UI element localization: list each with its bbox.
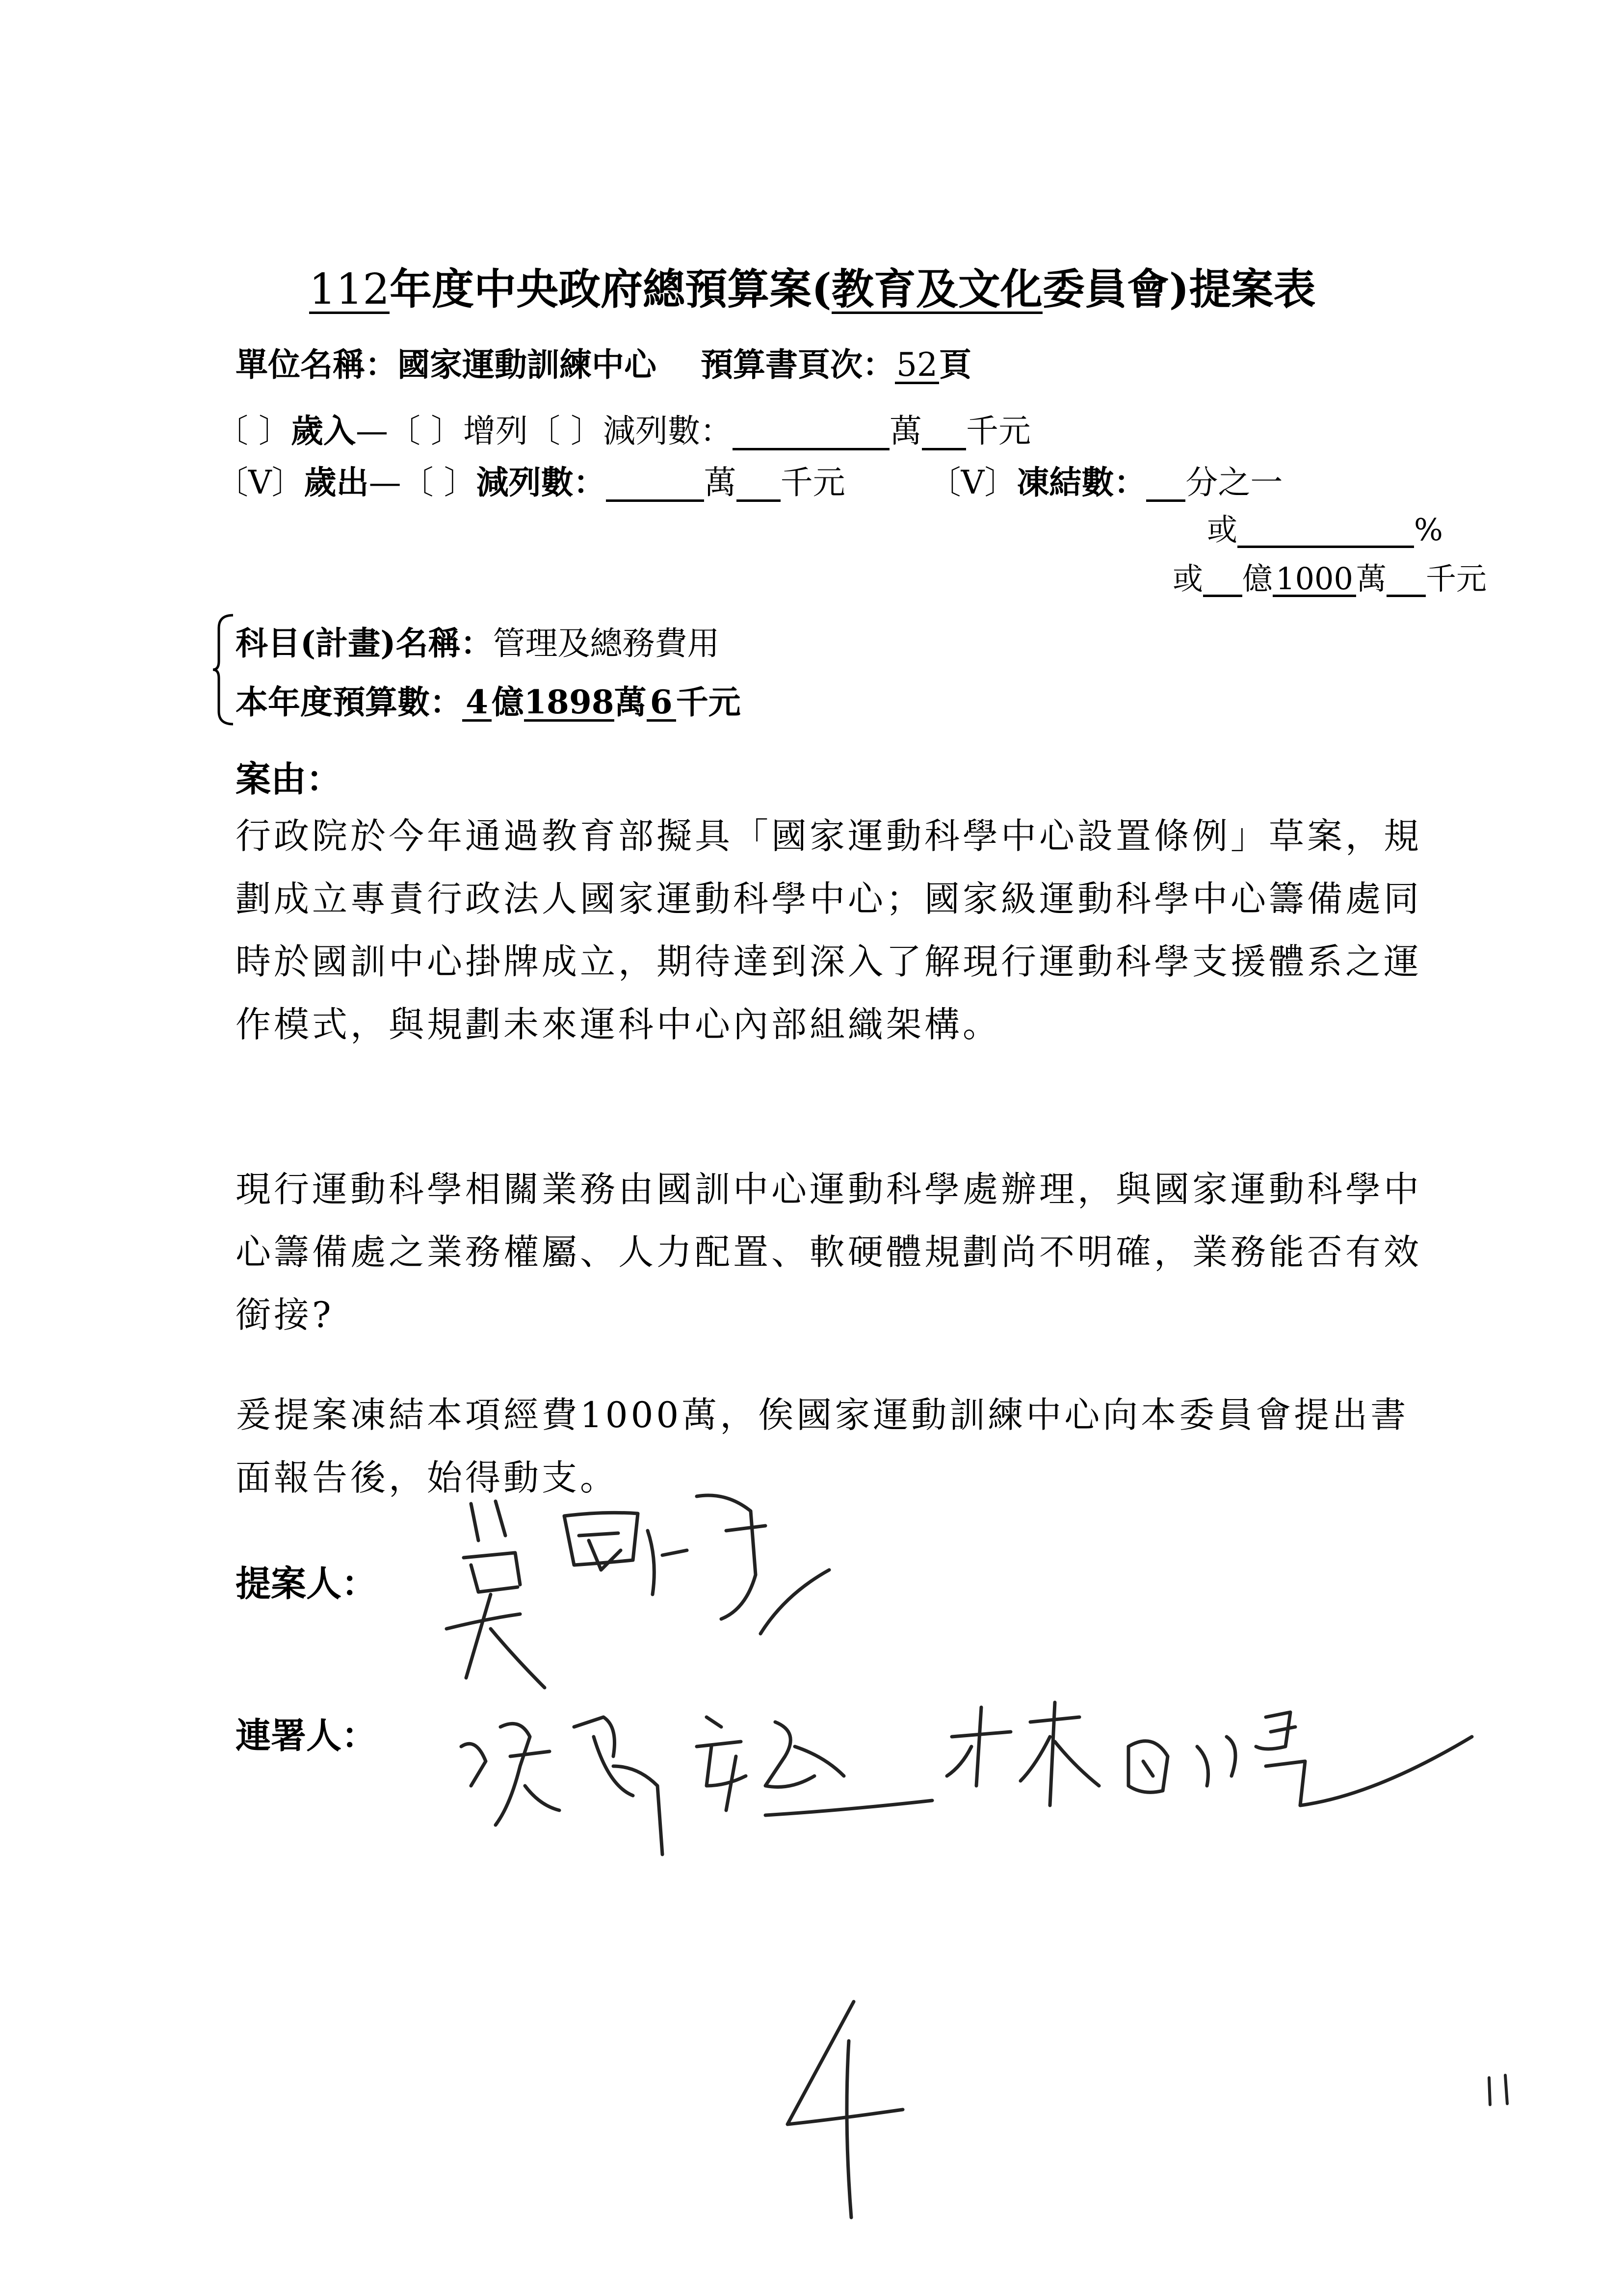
subject-label: 科目(計畫)名稱： (236, 624, 493, 662)
expense-wan: 萬 (704, 464, 736, 501)
proposer-signature (446, 1495, 829, 1688)
expense-dash: — (368, 464, 401, 501)
title-year: 112 (309, 265, 390, 314)
increase-check: 〔 〕 (388, 412, 463, 450)
revenue-check: 〔 〕 (216, 412, 291, 450)
revenue-dash: — (355, 412, 388, 450)
increase-label: 增列 (463, 412, 528, 450)
corner-mark (1489, 2075, 1507, 2105)
cosigner-signature-1 (461, 1717, 932, 1854)
unit-label: 單位名稱： (236, 345, 397, 384)
decrease-label: 減列數： (602, 412, 733, 450)
freeze-check: 〔V〕 (928, 464, 1017, 501)
expense-check: 〔V〕 (216, 464, 304, 501)
unit-name: 國家運動訓練中心 (397, 345, 656, 384)
or-wan-value: 1000 (1273, 563, 1356, 597)
cosigner-label: 連署人： (236, 1715, 377, 1756)
revenue-wan: 萬 (889, 412, 922, 450)
expense-decrease-check: 〔 〕 (401, 464, 476, 501)
budget-label: 本年度預算數： (236, 683, 462, 721)
title-part1: 年度中央政府總預算案( (390, 264, 832, 314)
revenue-label: 歲入 (290, 412, 356, 450)
budget-qian-value: 6 (647, 685, 676, 722)
reason-paragraph: 現行運動科學相關業務由國訓中心運動科學處辦理，與國家運動科學中心籌備處之業務權屬、人力配置、軟硬體規劃尚不明確，業務能否有效銜接? (236, 1169, 1422, 1335)
or-yi: 億 (1242, 561, 1273, 597)
expense-decrease-label: 減列數： (476, 463, 606, 501)
page-number: 52 (895, 348, 939, 384)
or-amount-or: 或 (1173, 561, 1204, 597)
subject-value: 管理及總務費用 (493, 625, 720, 662)
or-qian: 千元 (1426, 561, 1487, 597)
or-percent-or: 或 (1207, 512, 1238, 548)
reason-heading: 案由： (236, 758, 342, 800)
budget-yi-value: 4 (462, 685, 492, 722)
expense-label: 歲出 (304, 463, 369, 501)
budget-wan-value: 1898 (524, 683, 614, 721)
page-suffix: 頁 (939, 345, 971, 384)
cosigner-signature-2 (947, 1702, 1472, 1805)
revenue-qian: 千元 (966, 412, 1031, 450)
budget-yi: 億 (492, 683, 524, 721)
title-part2: 委員會)提案表 (1042, 264, 1316, 314)
page-label: 預算書頁次： (701, 345, 895, 384)
reason-paragraph: 爰提案凍結本項經費1000萬，俟國家運動訓練中心向本委員會提出書面報告後，始得動支。 (236, 1394, 1409, 1498)
reason-paragraph: 行政院於今年通過教育部擬具「國家運動科學中心設置條例」草案，規劃成立專責行政法人國家運動科學中心；國家級運動科學中心籌備處同時於國訓中心掛牌成立，期待達到深入了解現行運動科學支援體系之運作模式，與規劃未來運科中心內部組織架構。 (236, 815, 1422, 1045)
page-number-handwritten (787, 2002, 903, 2218)
or-wan: 萬 (1356, 561, 1387, 597)
percent-sign: % (1414, 512, 1443, 548)
freeze-fraction: 分之一 (1185, 464, 1283, 501)
expense-qian: 千元 (780, 464, 845, 501)
budget-wan: 萬 (614, 683, 647, 721)
freeze-label: 凍結數： (1017, 463, 1147, 501)
budget-qian: 千元 (676, 683, 741, 721)
proposer-label: 提案人： (236, 1563, 377, 1604)
title-committee: 教育及文化 (831, 264, 1043, 314)
decrease-check: 〔 〕 (527, 412, 603, 450)
